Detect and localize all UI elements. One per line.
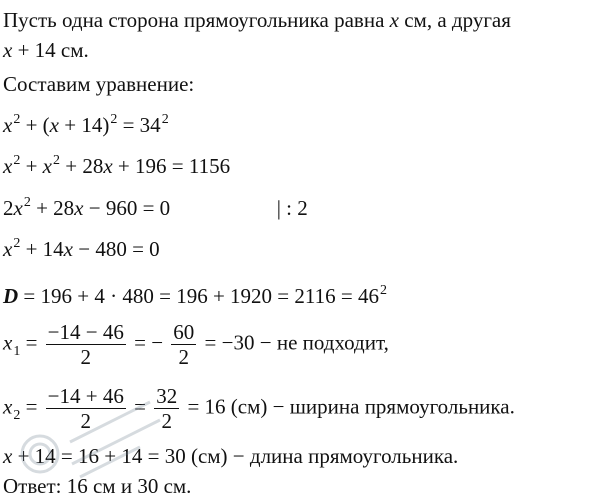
math-text: = −30 − не подходит, [204, 330, 389, 355]
text-line-2 [3, 38, 89, 62]
math-text: 2 [3, 196, 14, 220]
equation-1 [3, 113, 169, 141]
fraction [171, 320, 196, 369]
subscript: 2 [13, 408, 21, 424]
math-text: + 14 = 16 + 14 = 30 (см) − длина прямоугольника. [17, 444, 459, 468]
math-text: = − [134, 330, 164, 355]
denominator: 2 [161, 409, 172, 433]
math-var: x [3, 113, 13, 137]
math-var: x [3, 394, 13, 419]
math-text: = [25, 330, 38, 355]
equation-2 [3, 154, 230, 182]
math-var: x [74, 196, 84, 220]
text-line-1 [3, 8, 511, 32]
math-text: − 960 = 0 [88, 196, 171, 220]
math-text: = 196 + 4 · 480 = 196 + 1920 = 2116 = 46 [23, 284, 379, 308]
text-fragment: + 14 см. [17, 38, 89, 62]
exponent: 2 [13, 112, 21, 127]
math-var: x [49, 113, 59, 137]
denominator: 2 [178, 345, 190, 369]
math-text: + 28 [36, 196, 75, 220]
exponent: 2 [379, 283, 387, 298]
math-var: x [103, 154, 113, 178]
equation-root-1 [3, 320, 389, 369]
text-fragment: Составим уравнение: [3, 72, 195, 96]
math-text: + [25, 154, 38, 178]
math-var: x [42, 154, 52, 178]
exponent: 2 [161, 112, 169, 127]
text-fragment: Пусть одна сторона прямоугольника равна [3, 8, 385, 32]
math-text: + 14) [64, 113, 110, 137]
math-var: x [3, 154, 13, 178]
fraction [46, 384, 126, 433]
fraction [154, 384, 179, 433]
math-text: + ( [25, 113, 50, 137]
exponent: 2 [23, 195, 31, 210]
math-text: = [134, 394, 146, 419]
answer-text: Ответ: 16 см и 30 см. [3, 474, 192, 498]
math-var: x [63, 237, 73, 261]
exponent: 2 [13, 236, 21, 251]
numerator: −14 + 46 [47, 384, 124, 408]
answer-line [3, 474, 191, 498]
math-var: x [3, 330, 13, 355]
equation-4 [3, 237, 160, 265]
math-var: x [3, 38, 13, 62]
exponent: 2 [53, 153, 60, 168]
fraction [46, 320, 126, 369]
math-text: + 14 [25, 237, 64, 261]
exponent: 2 [13, 153, 21, 168]
denominator: 2 [80, 409, 92, 433]
math-text: + 196 = 1156 [117, 154, 231, 178]
denominator: 2 [80, 345, 92, 369]
math-var: x [3, 444, 13, 468]
text-line-3 [3, 72, 194, 96]
math-var: x [13, 196, 23, 220]
math-text: = [25, 394, 38, 419]
numerator: 32 [156, 384, 178, 408]
equation-3 [3, 196, 308, 224]
subscript: 1 [13, 344, 21, 360]
equation-length [3, 444, 458, 468]
math-text: + 28 [65, 154, 104, 178]
equation-root-2 [3, 384, 515, 433]
exponent: 2 [110, 112, 118, 127]
equation-discriminant [3, 284, 387, 312]
divide-note: | : 2 [276, 196, 308, 220]
discriminant-symbol: D [3, 284, 19, 308]
math-var: x [389, 8, 399, 32]
numerator: 60 [173, 320, 195, 344]
math-text: = 34 [122, 113, 161, 137]
math-text: = 16 (см) − ширина прямоугольника. [187, 394, 515, 419]
math-text: − 480 = 0 [78, 237, 160, 261]
numerator: −14 − 46 [47, 320, 124, 344]
text-fragment: см, а другая [404, 8, 511, 32]
math-var: x [3, 237, 13, 261]
